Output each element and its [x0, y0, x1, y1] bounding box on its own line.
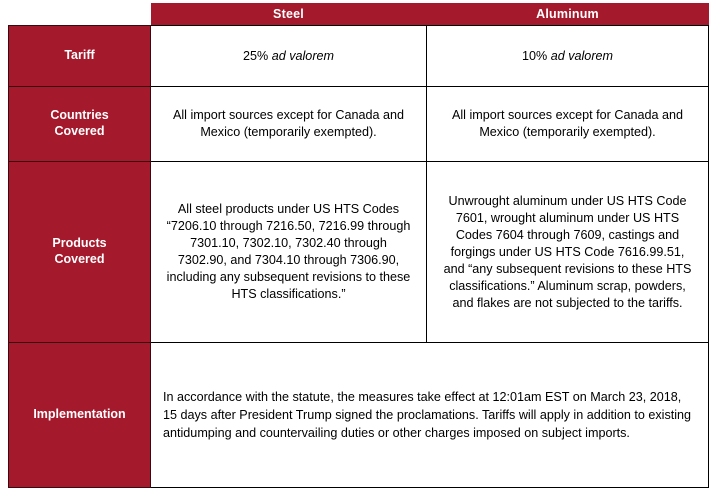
- cell-tariff-steel: [151, 26, 427, 87]
- table-row-implementation: [9, 343, 709, 488]
- table-header-row: [9, 3, 709, 26]
- cell-tariff-aluminum-value: 10%: [521, 48, 548, 63]
- row-label-countries-covered: [9, 87, 151, 162]
- row-label-products-covered-line2: Covered: [54, 252, 105, 266]
- column-header-steel: Steel: [151, 3, 427, 26]
- cell-implementation-merged: In accordance with the statute, the measures take effect at 12:01am EST on March 23, 2018, 15 days after President Trump signed the proclamations. Tariffs will apply in addition to existing antidumping and countervailing duties or other charges imposed on subject imports.: [151, 343, 709, 488]
- row-label-tariff: Tariff: [9, 26, 151, 87]
- table-row-products-covered: [9, 162, 709, 343]
- cell-countries-steel: All import sources except for Canada and Mexico (temporarily exempted).: [151, 87, 427, 162]
- cell-tariff-steel-italic: ad valorem: [271, 48, 335, 63]
- row-label-countries-covered-line2: Covered: [54, 124, 105, 138]
- table-corner-blank: [9, 3, 151, 26]
- tariff-comparison-table: [8, 3, 709, 488]
- table-row-tariff: [9, 26, 709, 87]
- cell-tariff-aluminum: [427, 26, 709, 87]
- cell-products-steel: All steel products under US HTS Codes “7206.10 through 7216.50, 7216.99 through 7301.10, 7302.10, 7302.40 through 7302.90, and 7304.10 through 7306.90, including any subsequent revisions to these HTS classifications.”: [151, 162, 427, 343]
- cell-tariff-aluminum-italic: ad valorem: [550, 48, 614, 63]
- column-header-aluminum: Aluminum: [427, 3, 709, 26]
- row-label-implementation: Implementation: [9, 343, 151, 488]
- table-row-countries-covered: [9, 87, 709, 162]
- row-label-products-covered-line1: Products: [52, 236, 107, 251]
- cell-products-aluminum: Unwrought aluminum under US HTS Code 7601, wrought aluminum under US HTS Codes 7604 through 7609, castings and forgings under US HTS Code 7616.99.51, and “any subsequent revisions to these HTS classifications.” Aluminum scrap, powders, and flakes are not subjected to the tariffs.: [427, 162, 709, 343]
- cell-tariff-steel-value: 25%: [242, 48, 269, 63]
- cell-countries-aluminum: All import sources except for Canada and Mexico (temporarily exempted).: [427, 87, 709, 162]
- row-label-products-covered: [9, 162, 151, 343]
- row-label-countries-covered-line1: Countries: [50, 108, 109, 123]
